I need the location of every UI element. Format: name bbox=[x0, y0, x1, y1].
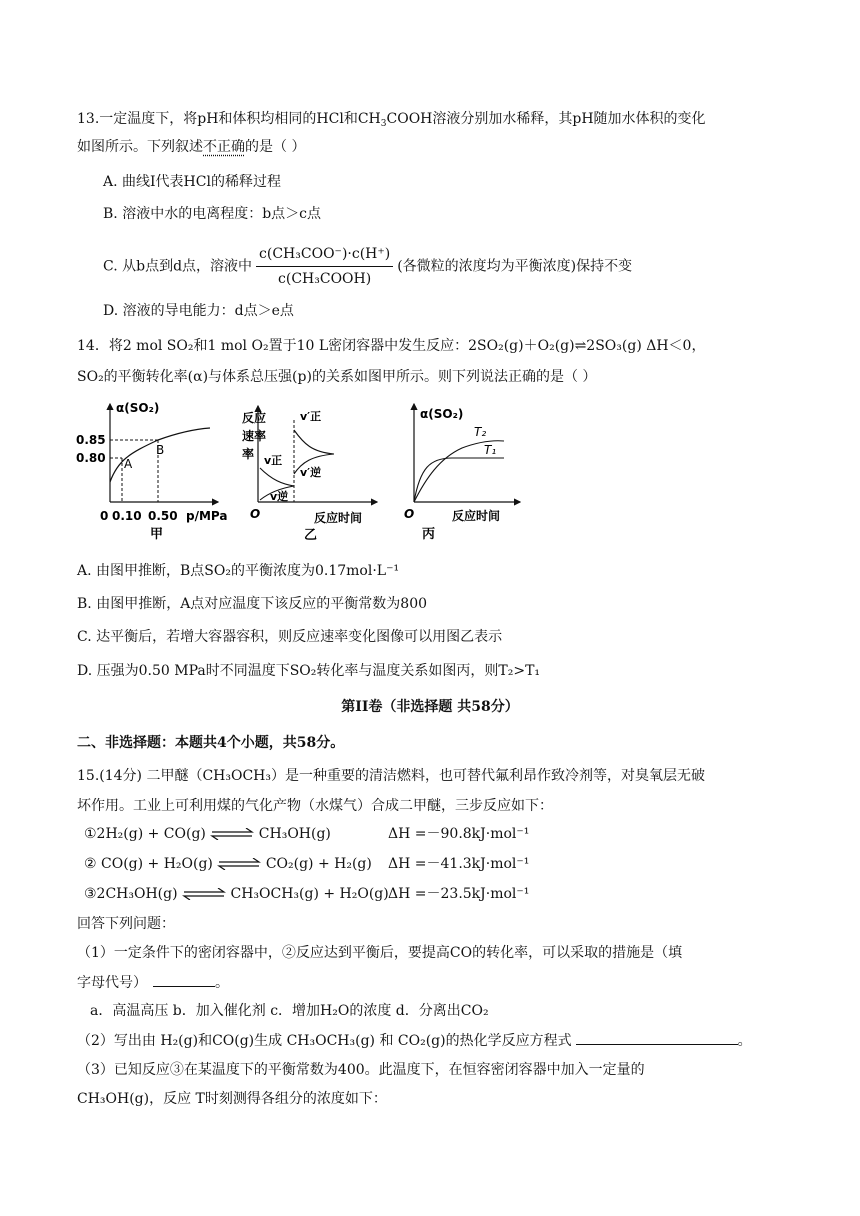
bing-xlabel: 反应时间 bbox=[452, 509, 501, 523]
q15-part2: （2）写出由 H₂(g)和CO(g)生成 CH₃OCH₃(g) 和 CO₂(g)的热化学反应方程式 。 bbox=[77, 1030, 752, 1051]
concentration-fraction: $\frac{\text{c(CH₃COO⁻)·c(H⁺)}}{\text{c(CH₃COOH)}}$ bbox=[256, 244, 393, 289]
q15-part3-line1: （3）已知反应③在某温度下的平衡常数为400。此温度下，在恒容密闭容器中加入一定量的 bbox=[77, 1062, 645, 1078]
q14-line1: 14．将2 mol SO₂和1 mol O₂置于10 L密闭容器中发生反应：2SO₂(g)＋O₂(g)⇌2SO₃(g) ΔH＜0， bbox=[77, 338, 706, 354]
jia-x010: 0.10 bbox=[112, 509, 142, 523]
yi-v-forward: v正 bbox=[264, 454, 283, 467]
q13-option-a: A. 曲线Ⅰ代表HCl的稀释过程 bbox=[103, 174, 281, 190]
q14-option-c: C. 达平衡后，若增大容器容积，则反应速率变化图像可以用图乙表示 bbox=[77, 629, 503, 645]
q13-option-b: B. 溶液中水的电离程度：b点＞c点 bbox=[103, 206, 321, 222]
part2-title: 第II卷（非选择题 共58分） bbox=[341, 699, 519, 715]
bing-t2: T₂ bbox=[474, 425, 487, 439]
q14-line2: SO₂的平衡转化率(α)与体系总压强(p)的关系如图甲所示。则下列说法正确的是（ ） bbox=[77, 369, 597, 385]
q15-reaction-3-dh: ΔH =－23.5kJ·mol⁻¹ bbox=[388, 886, 530, 902]
q14-option-d: D. 压强为0.50 MPa时不同温度下SO₂转化率与温度关系如图丙，则T₂>T₁ bbox=[77, 663, 541, 679]
q15-part3-line2: CH₃OH(g)，反应 T时刻测得各组分的浓度如下： bbox=[77, 1091, 387, 1107]
emphasis-not-correct: 不正确 bbox=[203, 139, 245, 155]
q14-option-b: B. 由图甲推断，A点对应温度下该反应的平衡常数为800 bbox=[77, 596, 428, 612]
q14-option-a: A. 由图甲推断，B点SO₂的平衡浓度为0.17mol·L⁻¹ bbox=[77, 563, 400, 579]
jia-caption: 甲 bbox=[150, 527, 164, 542]
q15-intro-1: 15.(14分) 二甲醚（CH₃OCH₃）是一种重要的清洁燃料，也可替代氟利昂作致冷剂等，对臭氧层无破 bbox=[77, 768, 705, 784]
bing-t1: T₁ bbox=[484, 443, 497, 457]
yi-caption: 乙 bbox=[304, 528, 318, 543]
q15-reaction-2: ② CO(g) + H₂O(g) CO₂(g) + H₂(g) bbox=[84, 856, 372, 872]
q13-option-d: D. 溶液的导电能力：d点＞e点 bbox=[103, 303, 294, 319]
equilibrium-arrow-icon bbox=[210, 828, 254, 840]
q15-options: a．高温高压 b．加入催化剂 c．增加H₂O的浓度 d．分离出CO₂ bbox=[90, 1003, 489, 1019]
answer-blank-1 bbox=[153, 972, 215, 987]
yi-origin: O bbox=[250, 507, 261, 521]
figure-yi bbox=[242, 400, 392, 543]
jia-y085: 0.85 bbox=[76, 433, 106, 447]
jia-x050: 0.50 bbox=[148, 509, 178, 523]
q13-option-c: C. 从b点到d点，溶液中 $\frac{\text{c(CH₃COO⁻)·c(H⁺)}}{\text{c(CH₃COOH)}}$ (各微粒的浓度均为平衡浓度)保持不变 bbox=[103, 246, 633, 287]
equilibrium-arrow-icon bbox=[182, 888, 226, 900]
answer-blank-2 bbox=[576, 1030, 738, 1045]
equilibrium-arrow-icon bbox=[217, 858, 261, 870]
yi-v-forward-prime: v′正 bbox=[300, 410, 322, 423]
jia-point-a: A bbox=[124, 457, 133, 471]
bing-caption: 丙 bbox=[422, 527, 436, 542]
bing-ylabel: α(SO₂) bbox=[420, 407, 464, 421]
q15-reaction-1-dh: ΔH =－90.8kJ·mol⁻¹ bbox=[388, 826, 530, 842]
yi-ylabel-1: 反应 bbox=[242, 411, 267, 425]
q15-part1-line1: （1）一定条件下的密闭容器中，②反应达到平衡后，要提高CO的转化率，可以采取的措施是（填 bbox=[77, 945, 683, 961]
figure-jia bbox=[70, 398, 240, 543]
yi-v-reverse: v逆 bbox=[270, 490, 289, 503]
yi-ylabel-3: 率 bbox=[242, 447, 255, 461]
yi-xlabel: 反应时间 bbox=[314, 511, 363, 525]
bing-origin: O bbox=[404, 507, 415, 521]
jia-y080: 0.80 bbox=[76, 451, 106, 465]
q15-intro-2: 坏作用。工业上可利用煤的气化产物（水煤气）合成二甲醚，三步反应如下： bbox=[77, 798, 553, 814]
q15-reaction-3: ③2CH₃OH(g) CH₃OCH₃(g) + H₂O(g) bbox=[84, 886, 389, 902]
q15-part1-line2: 字母代号） 。 bbox=[77, 972, 229, 993]
jia-xlabel: p/MPa bbox=[186, 509, 228, 523]
q15-answer-prompt: 回答下列问题： bbox=[77, 916, 175, 932]
yi-v-reverse-prime: v′逆 bbox=[300, 466, 322, 479]
q13-line1: 13.一定温度下，将pH和体积均相同的HCl和$CH_3COOH$溶液分别加水稀释，其pH随加水体积的变化 bbox=[77, 111, 706, 129]
jia-x0: 0 bbox=[100, 509, 109, 523]
part2-heading: 二、非选择题：本题共4个小题，共58分。 bbox=[77, 735, 345, 751]
q13-line2: 如图所示。下列叙述不正确的是（ ） bbox=[77, 139, 306, 155]
jia-point-b: B bbox=[156, 443, 165, 457]
figure-bing bbox=[400, 398, 530, 543]
yi-ylabel-2: 速率 bbox=[242, 429, 267, 443]
q15-reaction-1: ①2H₂(g) + CO(g) CH₃OH(g) bbox=[84, 826, 331, 842]
q15-reaction-2-dh: ΔH =－41.3kJ·mol⁻¹ bbox=[388, 856, 530, 872]
jia-ylabel: α(SO₂) bbox=[116, 401, 160, 415]
